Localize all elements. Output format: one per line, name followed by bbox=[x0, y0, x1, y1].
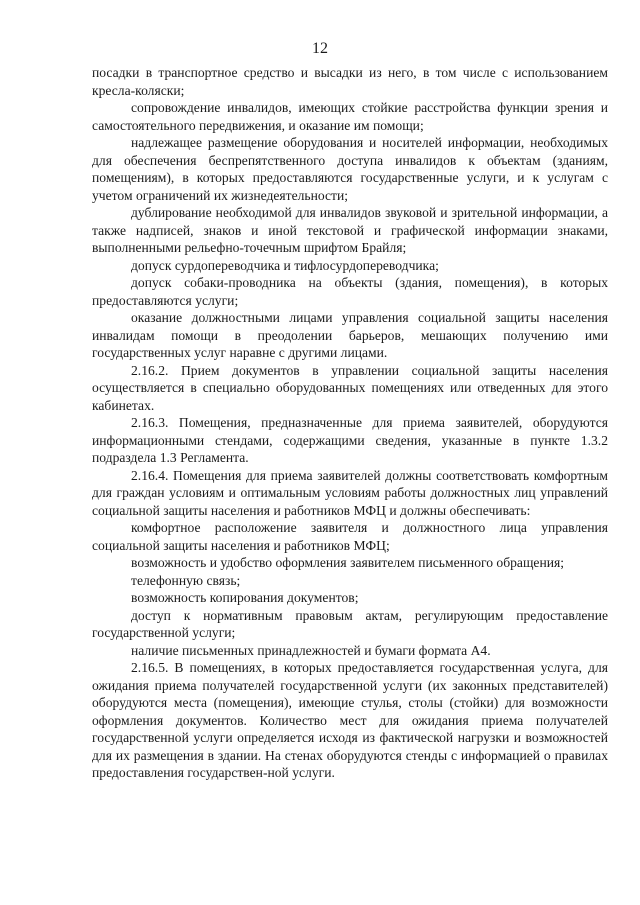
paragraph-7: оказание должностными лицами управления социальной защиты населения инвалидам помощи в преодолении барьеров, мешающих получению ими государственных услуг наравне с другими лицами. bbox=[92, 310, 608, 360]
paragraph-12: возможность и удобство оформления заявителем письменного обращения; bbox=[131, 555, 565, 570]
paragraph-5: допуск сурдопереводчика и тифлосурдопереводчика; bbox=[131, 257, 439, 273]
paragraph-11: комфортное расположение заявителя и должностного лица управления социальной защиты населения и работников МФЦ; bbox=[92, 520, 608, 553]
page-number: 12 bbox=[312, 40, 328, 57]
paragraph-6: допуск собаки-проводника на объекты (здания, помещения), в которых предоставляются услуги; bbox=[92, 275, 608, 308]
paragraph-2-16-5: 2.16.5. В помещениях, в которых предоставляется государственная услуга, для ожидания приема получателей государственной услуги (их законных представителей) оборудуются места (помещения), имеющие стулья, столы (стойки) для возможности оформления документов. Количество мест для ожидания приема получателей государственной услуги определяется исходя из фактической нагрузки и возможностей для их размещения в здании. На стенах оборудуются стенды с информацией о правилах предоставления государствен-ной услуги. bbox=[92, 660, 608, 780]
paragraph-2-16-3: 2.16.3. Помещения, предназначенные для приема заявителей, оборудуются информационными стендами, содержащими сведения, указанные в пункте 1.3.2 подраздела 1.3 Регламента. bbox=[92, 415, 608, 465]
paragraph-2: сопровождение инвалидов, имеющих стойкие расстройства функции зрения и самостоятельного передвижения, и оказание им помощи; bbox=[92, 100, 608, 133]
paragraph-2-16-4: 2.16.4. Помещения для приема заявителей должны соответствовать комфортным для граждан условиям и оптимальным условиям работы должностных лиц управлений социальной защиты населения и работников МФЦ и должны обеспечивать: bbox=[92, 467, 608, 518]
paragraph-14: возможность копирования документов; bbox=[131, 590, 359, 605]
paragraph-3: надлежащее размещение оборудования и носителей информации, необходимых для обеспечения беспрепятственного доступа инвалидов к объектам (зданиям, помещениям), в которых предоставляются государственные услуги, и к услугам с учетом ограничений их жизнедеятельности; bbox=[92, 135, 608, 203]
paragraph-13: телефонную связь; bbox=[131, 572, 241, 588]
paragraph-16: наличие письменных принадлежностей и бумаги формата А4. bbox=[131, 642, 491, 658]
paragraph-4: дублирование необходимой для инвалидов звуковой и зрительной информации, а также надписей, знаков и иной текстовой и графической информации знаками, выполненными рельефно-точечным шрифтом Брайля; bbox=[92, 205, 608, 255]
paragraph-2-16-2: 2.16.2. Прием документов в управлении социальной защиты населения осуществляется в специально оборудованных помещениях или отведенных для этого кабинетах. bbox=[92, 362, 608, 413]
paragraph-1: посадки в транспортное средство и высадки из него, в том числе с использованием кресла-коляски; bbox=[92, 65, 608, 98]
document-body bbox=[92, 64, 608, 782]
paragraph-15: доступ к нормативным правовым актам, регулирующим предоставление государственной услуги; bbox=[92, 607, 608, 640]
